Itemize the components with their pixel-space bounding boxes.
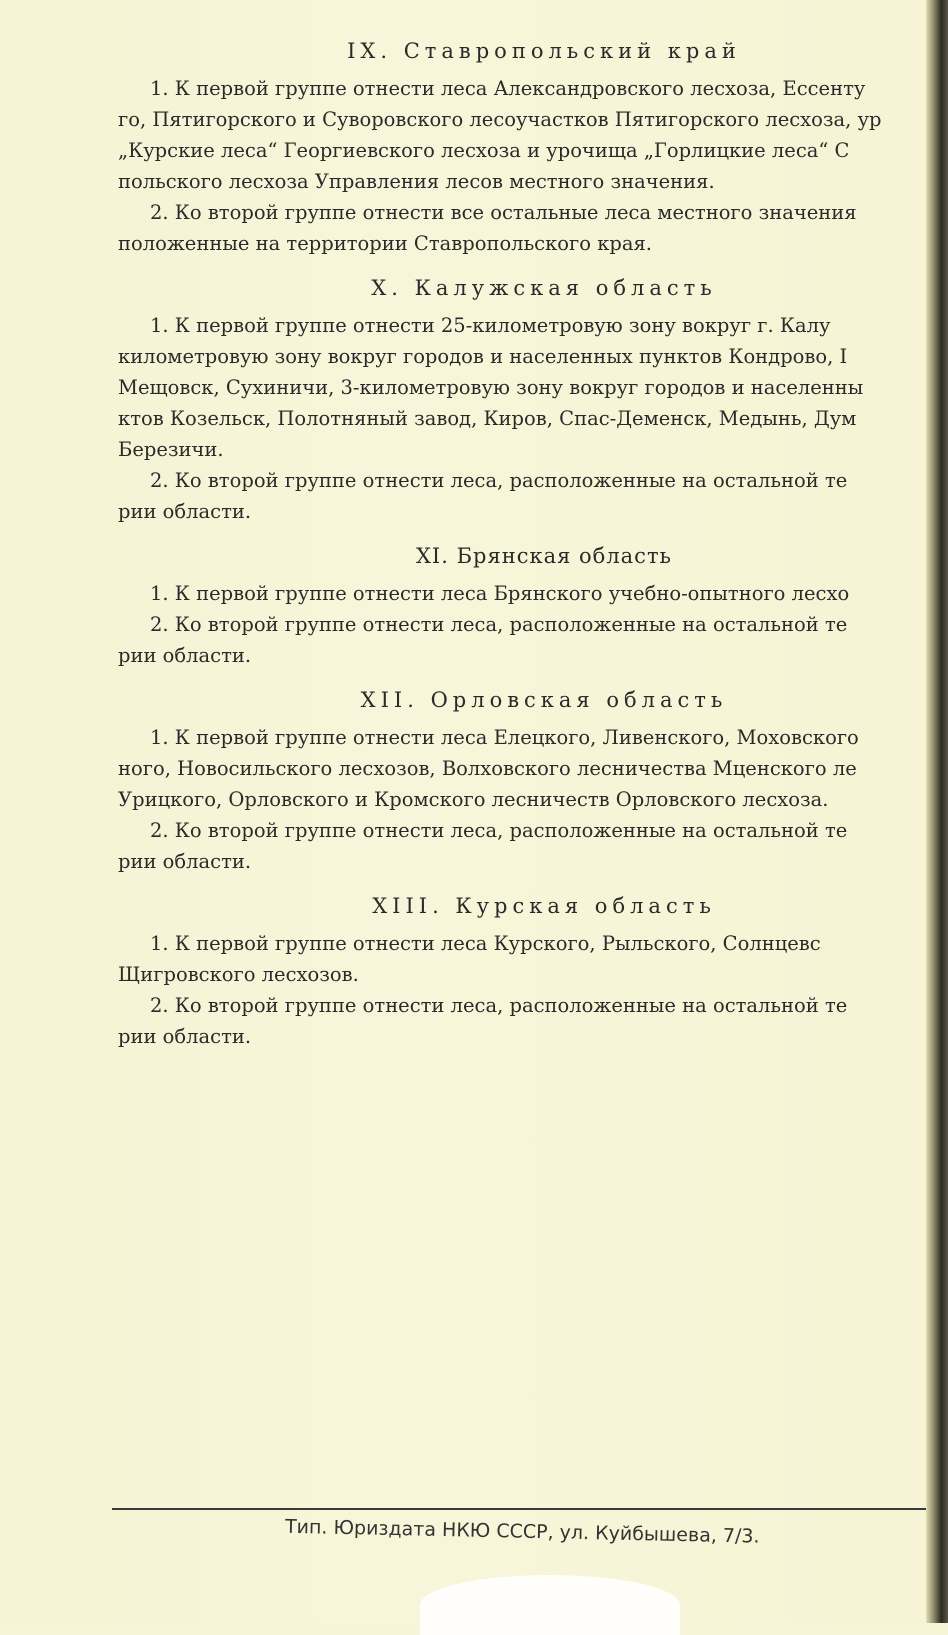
text-line: 1. К первой группе отнести 25-километровую зону вокруг г. Калу (150, 314, 831, 337)
text-line: рии области. (118, 1025, 252, 1048)
text-line: „Курские леса“ Георгиевского лесхоза и урочища „Горлицкие леса“ С (118, 139, 850, 162)
text-line: Мещовск, Сухиничи, 3-километровую зону вокруг городов и населенны (118, 376, 864, 399)
section-orel (118, 685, 930, 877)
section-kaluga (118, 273, 930, 527)
text-line: рии области. (118, 644, 252, 667)
section-title: IX. Ставропольский край (347, 39, 741, 63)
footer-divider (112, 1508, 932, 1510)
text-line: 2. Ко второй группе отнести леса, расположенные на остальной те (150, 469, 848, 492)
printer-imprint: Тип. Юриздата НКЮ СССР, ул. Куйбышева, 7/3. (284, 1515, 760, 1548)
text-line: 2. Ко второй группе отнести леса, расположенные на остальной те (150, 819, 848, 842)
book-spine-shadow (926, 0, 948, 1623)
text-line: рии области. (118, 850, 252, 873)
text-line: го, Пятигорского и Суворовского лесоучастков Пятигорского лесхоза, ур (118, 108, 882, 131)
text-line: километровую зону вокруг городов и населенных пунктов Кондрово, I (118, 345, 848, 368)
text-line: Урицкого, Орловского и Кромского лесничеств Орловского лесхоза. (118, 788, 829, 811)
text-line: 1. К первой группе отнести леса Елецкого, Ливенского, Моховского (150, 726, 859, 749)
section-title: XI. Брянская область (415, 544, 672, 568)
section-stavropol (118, 36, 930, 259)
text-line: 2. Ко второй группе отнести все остальные леса местного значения (150, 201, 857, 224)
section-kursk (118, 891, 930, 1052)
section-title: XIII. Курская область (372, 894, 716, 918)
text-line: рии области. (118, 500, 252, 523)
text-line: ного, Новосильского лесхозов, Волховского лесничества Мценского ле (118, 757, 857, 780)
text-line: польского лесхоза Управления лесов местного значения. (118, 170, 715, 193)
section-title: X. Калужская область (371, 276, 717, 300)
section-title: XII. Орловская область (360, 688, 728, 712)
text-line: Березичи. (118, 438, 224, 461)
text-line: Щигровского лесхозов. (118, 963, 359, 986)
text-line: 1. К первой группе отнести леса Брянского учебно-опытного лесхо (150, 582, 850, 605)
text-line: 2. Ко второй группе отнести леса, расположенные на остальной те (150, 613, 848, 636)
text-line: 1. К первой группе отнести леса Курского, Рыльского, Солнцевс (150, 932, 821, 955)
text-line: 1. К первой группе отнести леса Александровского лесхоза, Ессенту (150, 77, 866, 100)
text-line: положенные на территории Ставропольского края. (118, 232, 652, 255)
text-line: ктов Козельск, Полотняный завод, Киров, Спас-Деменск, Медынь, Дум (118, 407, 857, 430)
document-body (118, 36, 930, 1066)
paper-stain (420, 1575, 680, 1635)
text-line: 2. Ко второй группе отнести леса, расположенные на остальной те (150, 994, 848, 1017)
section-bryansk (118, 541, 930, 671)
